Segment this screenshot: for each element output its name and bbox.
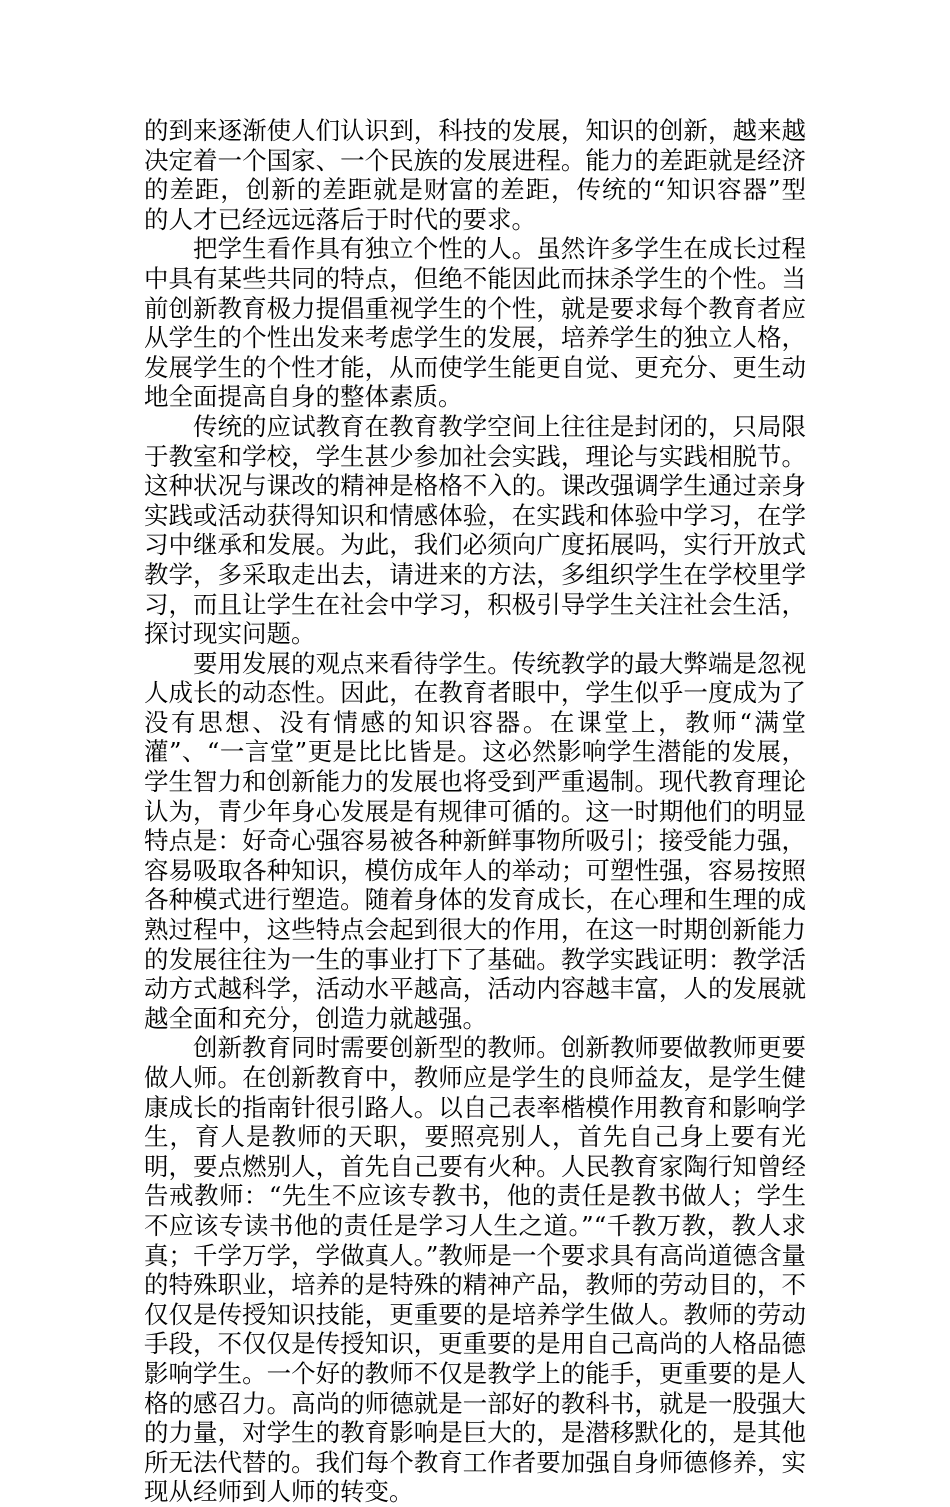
- paragraph-individuality: 把学生看作具有独立个性的人。虽然许多学生在成长过程中具有某些共同的特点，但绝不能因此而抹杀学生的个性。当前创新教育极力提倡重视学生的个性，就是要求每个教育者应从学生的个性出发来考虑学生的发展，培养学生的独立人格，发展学生的个性才能，从而使学生能更自觉、更充分、更生动地全面提高自身的整体素质。: [144, 234, 806, 412]
- paragraph-continuation: 的到来逐渐使人们认识到，科技的发展，知识的创新，越来越决定着一个国家、一个民族的发展进程。能力的差距就是经济的差距，创新的差距就是财富的差距，传统的“知识容器”型的人才已经远远落后于时代的要求。: [144, 116, 806, 234]
- paragraph-development-view: 要用发展的观点来看待学生。传统教学的最大弊端是忽视人成长的动态性。因此，在教育者眼中，学生似乎一度成为了没有思想、没有情感的知识容器。在课堂上，教师“满堂灌”、“一言堂”更是比比皆是。这必然影响学生潜能的发展，学生智力和创新能力的发展也将受到严重遏制。现代教育理论认为，青少年身心发展是有规律可循的。这一时期他们的明显特点是：好奇心强容易被各种新鲜事物所吸引；接受能力强，容易吸取各种知识，模仿成年人的举动；可塑性强，容易按照各种模式进行塑造。随着身体的发育成长，在心理和生理的成熟过程中，这些特点会起到很大的作用，在这一时期创新能力的发展往往为一生的事业打下了基础。教学实践证明：教学活动方式越科学，活动水平越高，活动内容越丰富，人的发展就越全面和充分，创造力就越强。: [144, 648, 806, 1033]
- paragraph-open-teaching: 传统的应试教育在教育教学空间上往往是封闭的，只局限于教室和学校，学生甚少参加社会实践，理论与实践相脱节。这种状况与课改的精神是格格不入的。课改强调学生通过亲身实践或活动获得知识和情感体验，在实践和体验中学习，在学习中继承和发展。为此，我们必须向广度拓展吗，实行开放式教学，多采取走出去，请进来的方法，多组织学生在学校里学习，而且让学生在社会中学习，积极引导学生关注社会生活，探讨现实问题。: [144, 411, 806, 649]
- document-page: [144, 116, 806, 1507]
- paragraph-innovative-teacher: 创新教育同时需要创新型的教师。创新教师要做教师更要做人师。在创新教育中，教师应是学生的良师益友，是学生健康成长的指南针很引路人。以自己表率楷模作用教育和影响学生，育人是教师的天职，要照亮别人，首先自己身上要有光明，要点燃别人，首先自己要有火种。人民教育家陶行知曾经告戒教师：“先生不应该专教书，他的责任是教书做人；学生不应该专读书他的责任是学习人生之道。”“千教万教，教人求真；千学万学，学做真人。”教师是一个要求具有高尚道德含量的特殊职业，培养的是特殊的精神产品，教师的劳动目的，不仅仅是传授知识技能，更重要的是培养学生做人。教师的劳动手段，不仅仅是传授知识，更重要的是用自己高尚的人格品德影响学生。一个好的教师不仅是教学上的能手，更重要的是人格的感召力。高尚的师德就是一部好的教科书，就是一股强大的力量，对学生的教育影响是巨大的，是潜移默化的，是其他所无法代替的。我们每个教育工作者要加强自身师德修养，实现从经师到人师的转变。: [144, 1033, 806, 1507]
